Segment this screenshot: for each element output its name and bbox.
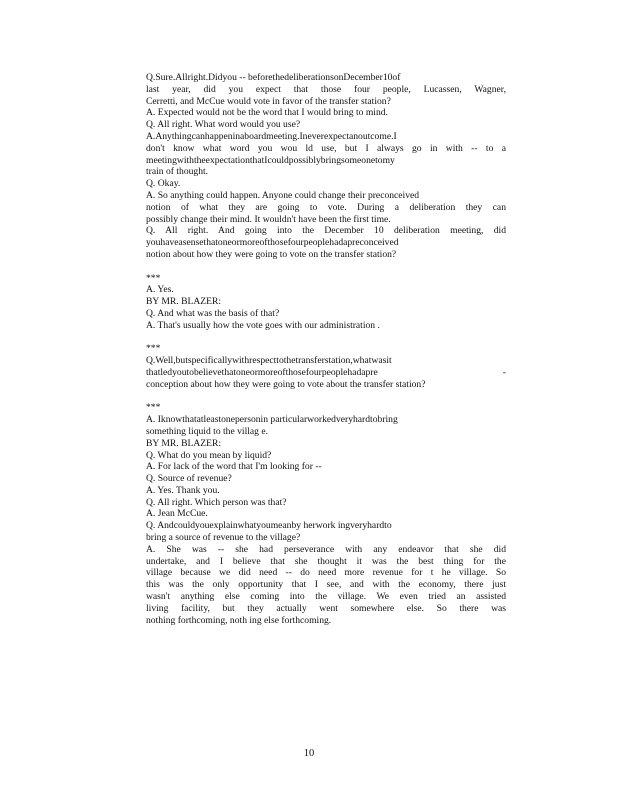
transcript-line: notion about how they were going to vote on the transfer station? <box>146 248 397 260</box>
transcript-line: notion of what they are going to vote. During a deliberation they can <box>146 201 506 213</box>
transcript-line: Q. What do you mean by liquid? <box>146 449 272 461</box>
transcript-line: don't know what word you wou ld use, but I always go in with -- to a <box>146 142 506 154</box>
transcript-line: last year, did you expect that those four people, Lucassen, Wagner, <box>146 83 506 95</box>
transcript-line: Q.Well,butspecificallywithrespecttothetransferstation,whatwasit <box>146 355 392 367</box>
transcript-line: village because we did need -- do need more revenue for t he village. So <box>146 567 506 579</box>
transcript-line: BY MR. BLAZER: <box>146 296 222 308</box>
transcript-line: bring a source of revenue to the village? <box>146 532 301 544</box>
transcript-line: A. So anything could happen. Anyone could change their preconceived <box>146 189 420 201</box>
page-number: 10 <box>303 748 315 759</box>
transcript-body <box>146 72 506 626</box>
paragraph-gap <box>146 261 506 273</box>
transcript-line: wasn't anything else coming into the village. We even tried an assisted <box>146 591 506 603</box>
section-marker: *** <box>146 402 161 414</box>
transcript-line: A. She was -- she had perseverance with any endeavor that she did <box>146 543 506 555</box>
transcript-line: living facility, but they actually went somewhere else. So there was <box>146 602 506 614</box>
paragraph-gap <box>146 391 506 403</box>
transcript-line: BY MR. BLAZER: <box>146 437 222 449</box>
transcript-line: youhaveasensethatoneormoreofthosefourpeoplehadapreconceived <box>146 237 399 249</box>
section-marker: *** <box>146 272 161 284</box>
transcript-line: Q. All right. What word would you use? <box>146 119 301 131</box>
transcript-line: something liquid to the villag e. <box>146 425 269 437</box>
transcript-line: Q. All right. And going into the December 10 deliberation meeting, did <box>146 225 506 237</box>
transcript-line: A. Expected would not be the word that I would bring to mind. <box>146 107 388 119</box>
section-marker: *** <box>146 343 161 355</box>
transcript-line: A. That's usually how the vote goes with our administration . <box>146 319 380 331</box>
transcript-line: train of thought. <box>146 166 209 178</box>
transcript-line: thatledyoutobelievethatoneormoreofthosefourpeoplehadapre - <box>146 366 506 378</box>
transcript-line: A. Iknowthatatleastonepersonin particularworkedveryhardtobring <box>146 414 398 426</box>
transcript-line: A. For lack of the word that I'm looking for -- <box>146 461 322 473</box>
transcript-line: A. Yes. <box>146 284 174 296</box>
transcript-line: Q. And what was the basis of that? <box>146 307 280 319</box>
transcript-line: Q. All right. Which person was that? <box>146 496 287 508</box>
transcript-line: Q. Andcouldyouexplainwhatyoumeanby herwork ingveryhardto <box>146 520 392 532</box>
transcript-line: this was the only opportunity that I see, and with the economy, there just <box>146 579 506 591</box>
transcript-line: nothing forthcoming, noth ing else forthcoming. <box>146 614 332 626</box>
paragraph-gap <box>146 332 506 344</box>
transcript-line: A.Anythingcanhappeninaboardmeeting.Ineverexpectanoutcome.I <box>146 130 397 142</box>
transcript-line: possibly change their mind. It wouldn't have been the first time. <box>146 213 391 225</box>
transcript-line: conception about how they were going to vote about the transfer station? <box>146 378 426 390</box>
transcript-line: Q. Source of revenue? <box>146 473 232 485</box>
transcript-line: A. Jean McCue. <box>146 508 208 520</box>
transcript-line: Q.Sure.Allright.Didyou -- beforethedeliberationsonDecember10of <box>146 72 401 83</box>
transcript-line: Cerretti, and McCue would vote in favor of the transfer station? <box>146 95 391 107</box>
transcript-line: Q. Okay. <box>146 178 181 190</box>
transcript-line: meetingwiththeexpectationthatIcouldpossiblybringsomeonetomy <box>146 154 395 166</box>
transcript-line: A. Yes. Thank you. <box>146 484 220 496</box>
transcript-line: undertake, and I believe that she thought it was the best thing for the <box>146 555 506 567</box>
